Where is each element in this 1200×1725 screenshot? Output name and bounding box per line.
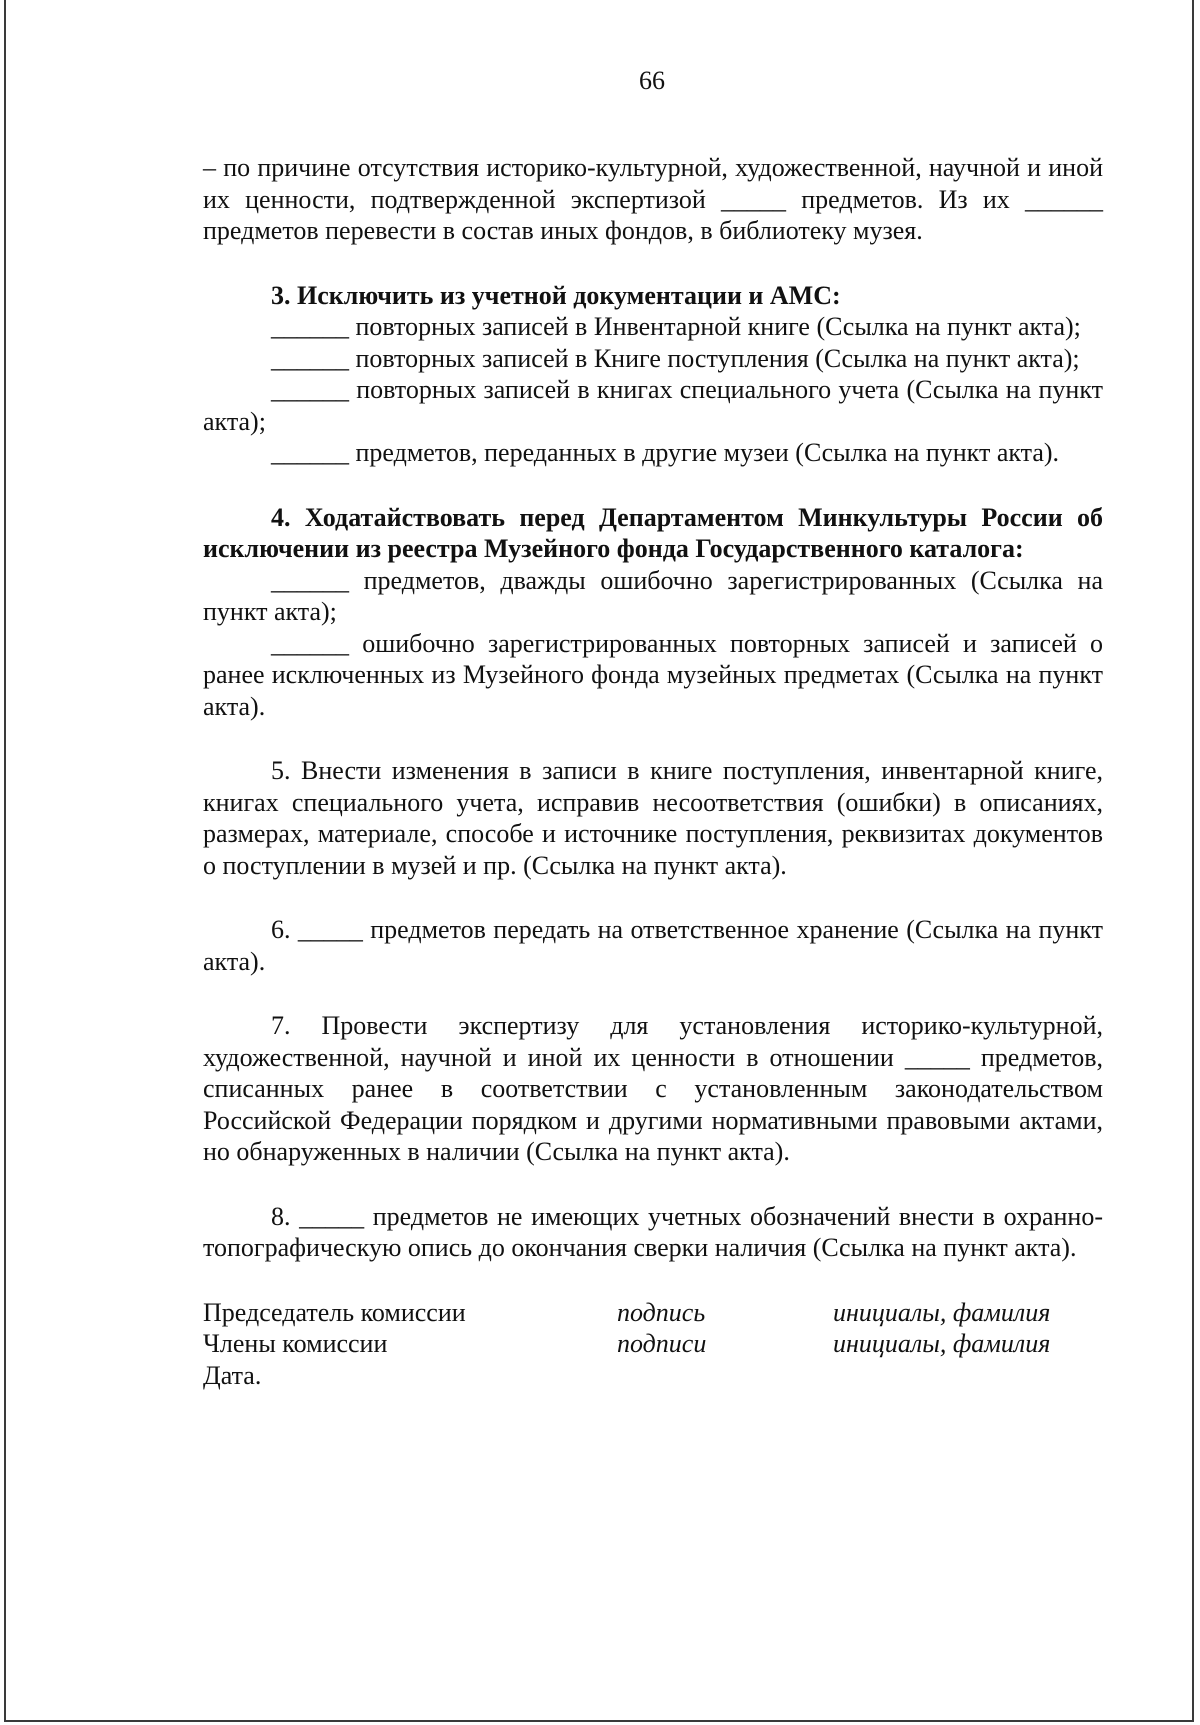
chairman-role: Председатель комиссии	[203, 1297, 466, 1327]
section8-paragraph: 8. _____ предметов не имеющих учетных обозначений внести в охранно-топографическую опись до окончания сверки наличия (Ссылка на пункт акта).	[203, 1201, 1103, 1262]
section7-paragraph: 7. Провести экспертизу для установления историко-культурной, художественной, научной и иной их ценности в отношении _____ предметов, списанных ранее в соответствии с установленным законодательством Российской Федерации порядком и другими нормативными правовыми актами, но обнаруженных в наличии (Ссылка на пункт акта).	[203, 1011, 1103, 1166]
document-body	[203, 152, 1103, 1391]
section3-item-2: ______ повторных записей в Книге поступления (Ссылка на пункт акта);	[271, 343, 1080, 373]
members-name: инициалы, фамилия	[833, 1329, 1051, 1358]
chairman-signature: подпись	[617, 1297, 706, 1327]
chairman-name: инициалы, фамилия	[833, 1297, 1051, 1327]
section3-heading: 3. Исключить из учетной документации и АМС:	[271, 280, 841, 310]
section5-paragraph: 5. Внести изменения в записи в книге поступления, инвентарной книге, книгах специального учета, исправив несоответствия (ошибки) в описаниях, размерах, материале, способе и источнике поступления, реквизитах документов о поступлении в музей и пр. (Ссылка на пункт акта).	[203, 756, 1103, 880]
section4-heading: 4. Ходатайствовать перед Департаментом Минкультуры России об исключении из реестра Музейного фонда Государственного каталога:	[203, 502, 1103, 563]
signature-row-chairman	[203, 1297, 1103, 1329]
signature-row-members	[203, 1328, 1103, 1360]
members-role: Члены комиссии	[203, 1329, 388, 1358]
section3-item-3: ______ повторных записей в книгах специального учета (Ссылка на пункт акта);	[203, 375, 1103, 436]
page-number: 66	[639, 66, 665, 95]
section6-paragraph: 6. _____ предметов передать на ответственное хранение (Ссылка на пункт акта).	[203, 915, 1103, 976]
signature-row-date	[203, 1360, 1103, 1392]
intro-paragraph: – по причине отсутствия историко-культурной, художественной, научной и иной их ценности, подтвержденной экспертизой _____ предметов. Из их ______ предметов перевести в состав иных фондов, в библиотеку музея.	[203, 153, 1103, 245]
section3-item-4: ______ предметов, переданных в другие музеи (Ссылка на пункт акта).	[271, 438, 1060, 467]
date-label: Дата.	[203, 1360, 262, 1390]
document-page	[4, 0, 1194, 1722]
signature-block	[203, 1297, 1103, 1392]
section4-item-2: ______ ошибочно зарегистрированных повторных записей и записей о ранее исключенных из Музейного фонда музейных предметах (Ссылка на пункт акта).	[203, 628, 1103, 721]
members-signature: подписи	[617, 1329, 707, 1358]
section3-item-1: ______ повторных записей в Инвентарной книге (Ссылка на пункт акта);	[271, 312, 1081, 341]
section4-item-1: ______ предметов, дважды ошибочно зарегистрированных (Ссылка на пункт акта);	[203, 565, 1103, 626]
